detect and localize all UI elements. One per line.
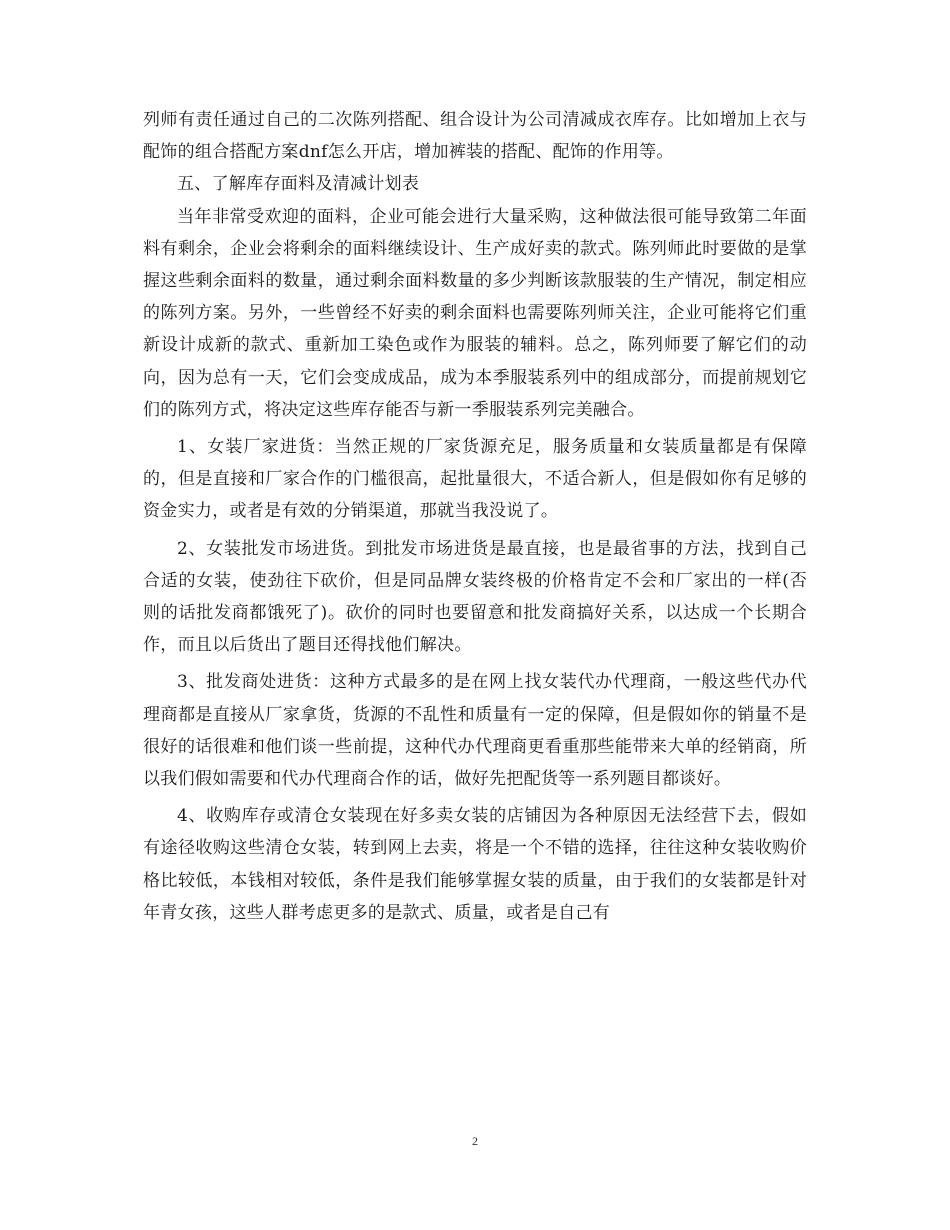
paragraph-continuation: 列师有责任通过自己的二次陈列搭配、组合设计为公司清减成衣库存。比如增加上衣与配饰的组合搭配方案dnf怎么开店，增加裤装的搭配、配饰的作用等。 xyxy=(143,110,807,163)
paragraph-item-4: 4、收购库存或清仓女装现在好多卖女装的店铺因为各种原因无法经营下去，假如有途径收购这些清仓女装，转到网上去卖，将是一个不错的选择，往往这种女装收购价格比较低，本钱相对较低，条件是我们能够掌握女装的质量，由于我们的女装都是针对年青女孩，这些人群考虑更多的是款式、质量，或者是自己有 xyxy=(143,806,807,923)
page-number: 2 xyxy=(472,1134,478,1148)
section-heading: 五、了解库存面料及清减计划表 xyxy=(177,174,420,195)
paragraph-fabric-inventory: 当年非常受欢迎的面料，企业可能会进行大量采购，这种做法很可能导致第二年面料有剩余，企业会将剩余的面料继续设计、生产成好卖的款式。陈列师此时要做的是掌握这些剩余面料的数量，通过剩余面料数量的多少判断该款服装的生产情况，制定相应的陈列方案。另外，一些曾经不好卖的剩余面料也需要陈列师关注，企业可能将它们重新设计成新的款式、重新加工染色或作为服装的辅料。总之，陈列师要了解它们的动向，因为总有一天，它们会变成成品，成为本季服装系列中的组成部分，而提前规划它们的陈列方式，将决定这些库存能否与新一季服装系列完美融合。 xyxy=(143,206,807,420)
paragraph-item-3: 3、批发商处进货：这种方式最多的是在网上找女装代办代理商，一般这些代办代理商都是直接从厂家拿货，货源的不乱性和质量有一定的保障，但是假如你的销量不是很好的话很难和他们谈一些前提，这种代办代理商更看重那些能带来大单的经销商，所以我们假如需要和代办代理商合作的话，做好先把配货等一系列题目都谈好。 xyxy=(143,672,807,790)
paragraph-item-2: 2、女装批发市场进货。到批发市场进货是最直接，也是最省事的方法，找到自己合适的女装，使劲往下砍价，但是同品牌女装终极的价格肯定不会和厂家出的一样(否则的话批发商都饿死了)。砍价的同时也要留意和批发商搞好关系，以达成一个长期合作，而且以后货出了题目还得找他们解决。 xyxy=(143,538,807,656)
page-content xyxy=(143,104,807,929)
paragraph-item-1: 1、女装厂家进货：当然正规的厂家货源充足，服务质量和女装质量都是有保障的，但是直接和厂家合作的门槛很高，起批量很大，不适合新人，但是假如你有足够的资金实力，或者是有效的分销渠道，那就当我没说了。 xyxy=(143,437,807,522)
